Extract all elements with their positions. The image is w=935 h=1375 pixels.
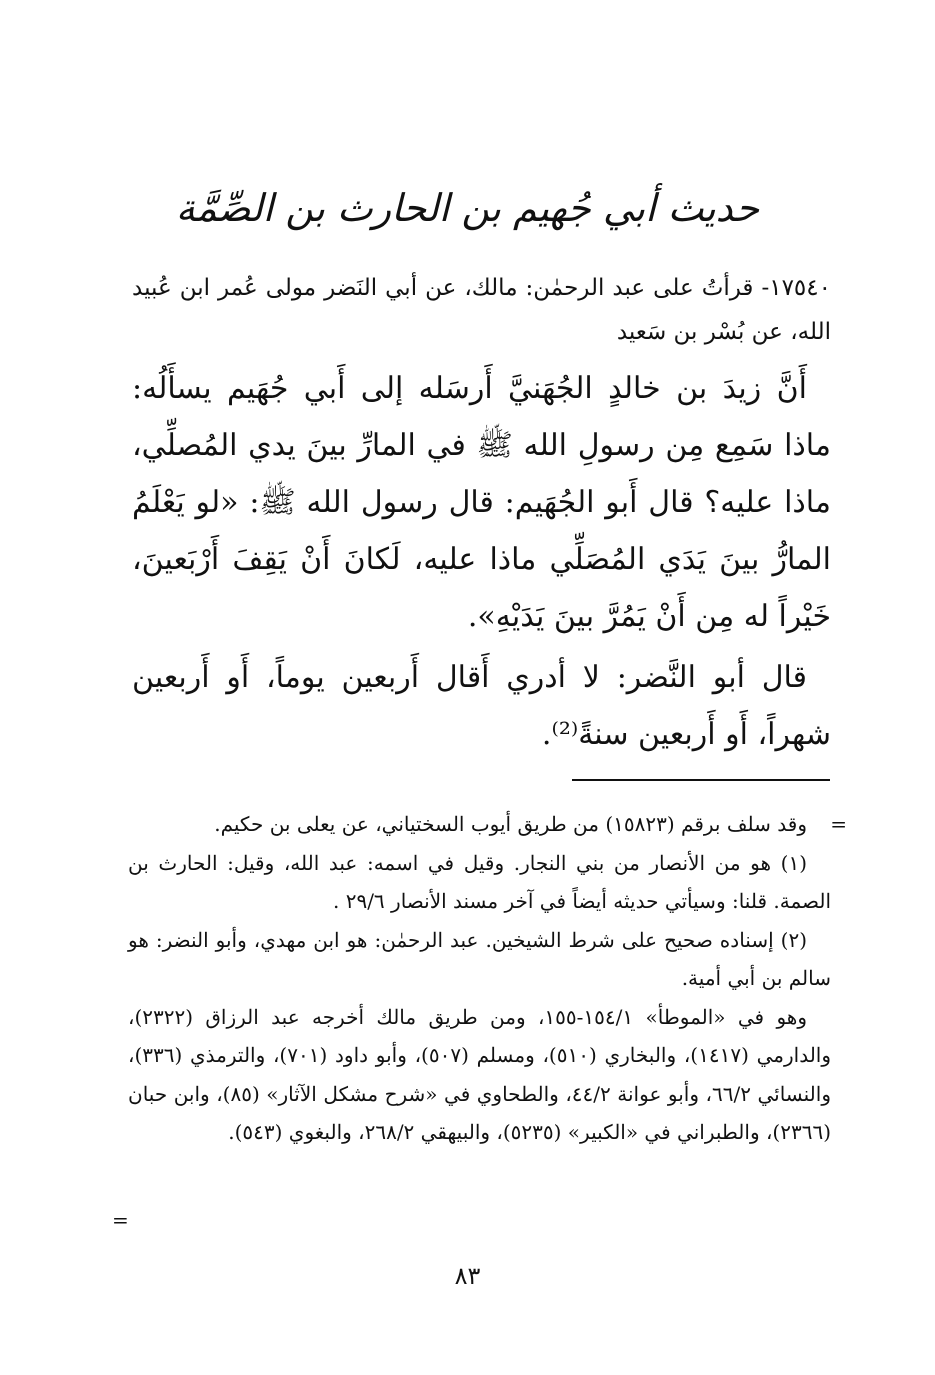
footnote-2: (٢) إسناده صحيح على شرط الشيخين. عبد الرحمٰن: هو ابن مهدي، وأبو النضر: هو سالم بن أبي أمية. bbox=[128, 927, 831, 990]
footnotes bbox=[128, 805, 847, 1152]
hadith-text bbox=[132, 266, 831, 763]
footnote-next-page-marker: = bbox=[112, 1208, 129, 1232]
chapter-title: حديث أبي جُهيم بن الحارث بن الصِّمَّة bbox=[175, 186, 760, 230]
footnote-continuation-marker: = bbox=[830, 812, 847, 836]
footnote-2-continued: وهو في «الموطأ» ١٥٤/١-١٥٥، ومن طريق مالك أخرجه عبد الرزاق (٢٣٢٢)، والدارمي (١٤١٧)، والبخاري (٥١٠)، ومسلم (٥٠٧)، وأبو داود (٧٠١)، والترمذي (٣٣٦)، والنسائي ٦٦/٢، وأبو عوانة ٤٤/٢، والطحاوي في «شرح مشكل الآثار» (٨٥)، وابن حبان (٢٣٦٦)، والطبراني في «الكبير» (٥٢٣٥)، والبيهقي ٢٦٨/٢، والبغوي (٥٤٣). bbox=[128, 1004, 832, 1144]
footnote-1: (١) هو من الأنصار من بني النجار. وقيل في اسمه: عبد الله، وقيل: الحارث بن الصمة. قلنا: وسيأتي حديثه أيضاً في آخر مسند الأنصار ٢٩/٦ . bbox=[128, 850, 831, 913]
footnote-continuation: وقد سلف برقم (١٥٨٢٣) من طريق أيوب السختياني، عن يعلى بن حكيم. bbox=[214, 812, 807, 836]
page-number: ٨٣ bbox=[454, 1262, 481, 1290]
hadith-isnad: ١٧٥٤٠- قرأتُ على عبد الرحمٰن: مالك، عن أبي النَضر مولى عُمر ابن عُبيد الله، عن بُسْر بن سَعيد bbox=[132, 275, 831, 345]
footnote-separator bbox=[572, 779, 830, 781]
hadith-matn: أَنَّ زيدَ بن خالدٍ الجُهَنيَّ أَرسَله إلى أَبي جُهَيم يسأَلُه: ماذا سَمِع مِن رسولِ الله ﷺ في المارِّ بينَ يدي المُصلِّي، ماذا عليه؟ قال أَبو الجُهَيم: قال رسول الله ﷺ: «لو يَعْلَمُ المارُّ بينَ يَدَي المُصَلِّي ماذا عليه، لَكانَ أَنْ يَقِفَ أَرْبَعينَ، خَيْراً له مِن أَنْ يَمُرَّ بينَ يَدَيْهِ». bbox=[132, 371, 831, 634]
hadith-narrator-comment: قال أبو النَّضر: لا أدري أَقال أَربعين يوماً، أَو أَربعين شهراً، أَو أَربعين سنةً⁽²⁾. bbox=[132, 660, 831, 752]
